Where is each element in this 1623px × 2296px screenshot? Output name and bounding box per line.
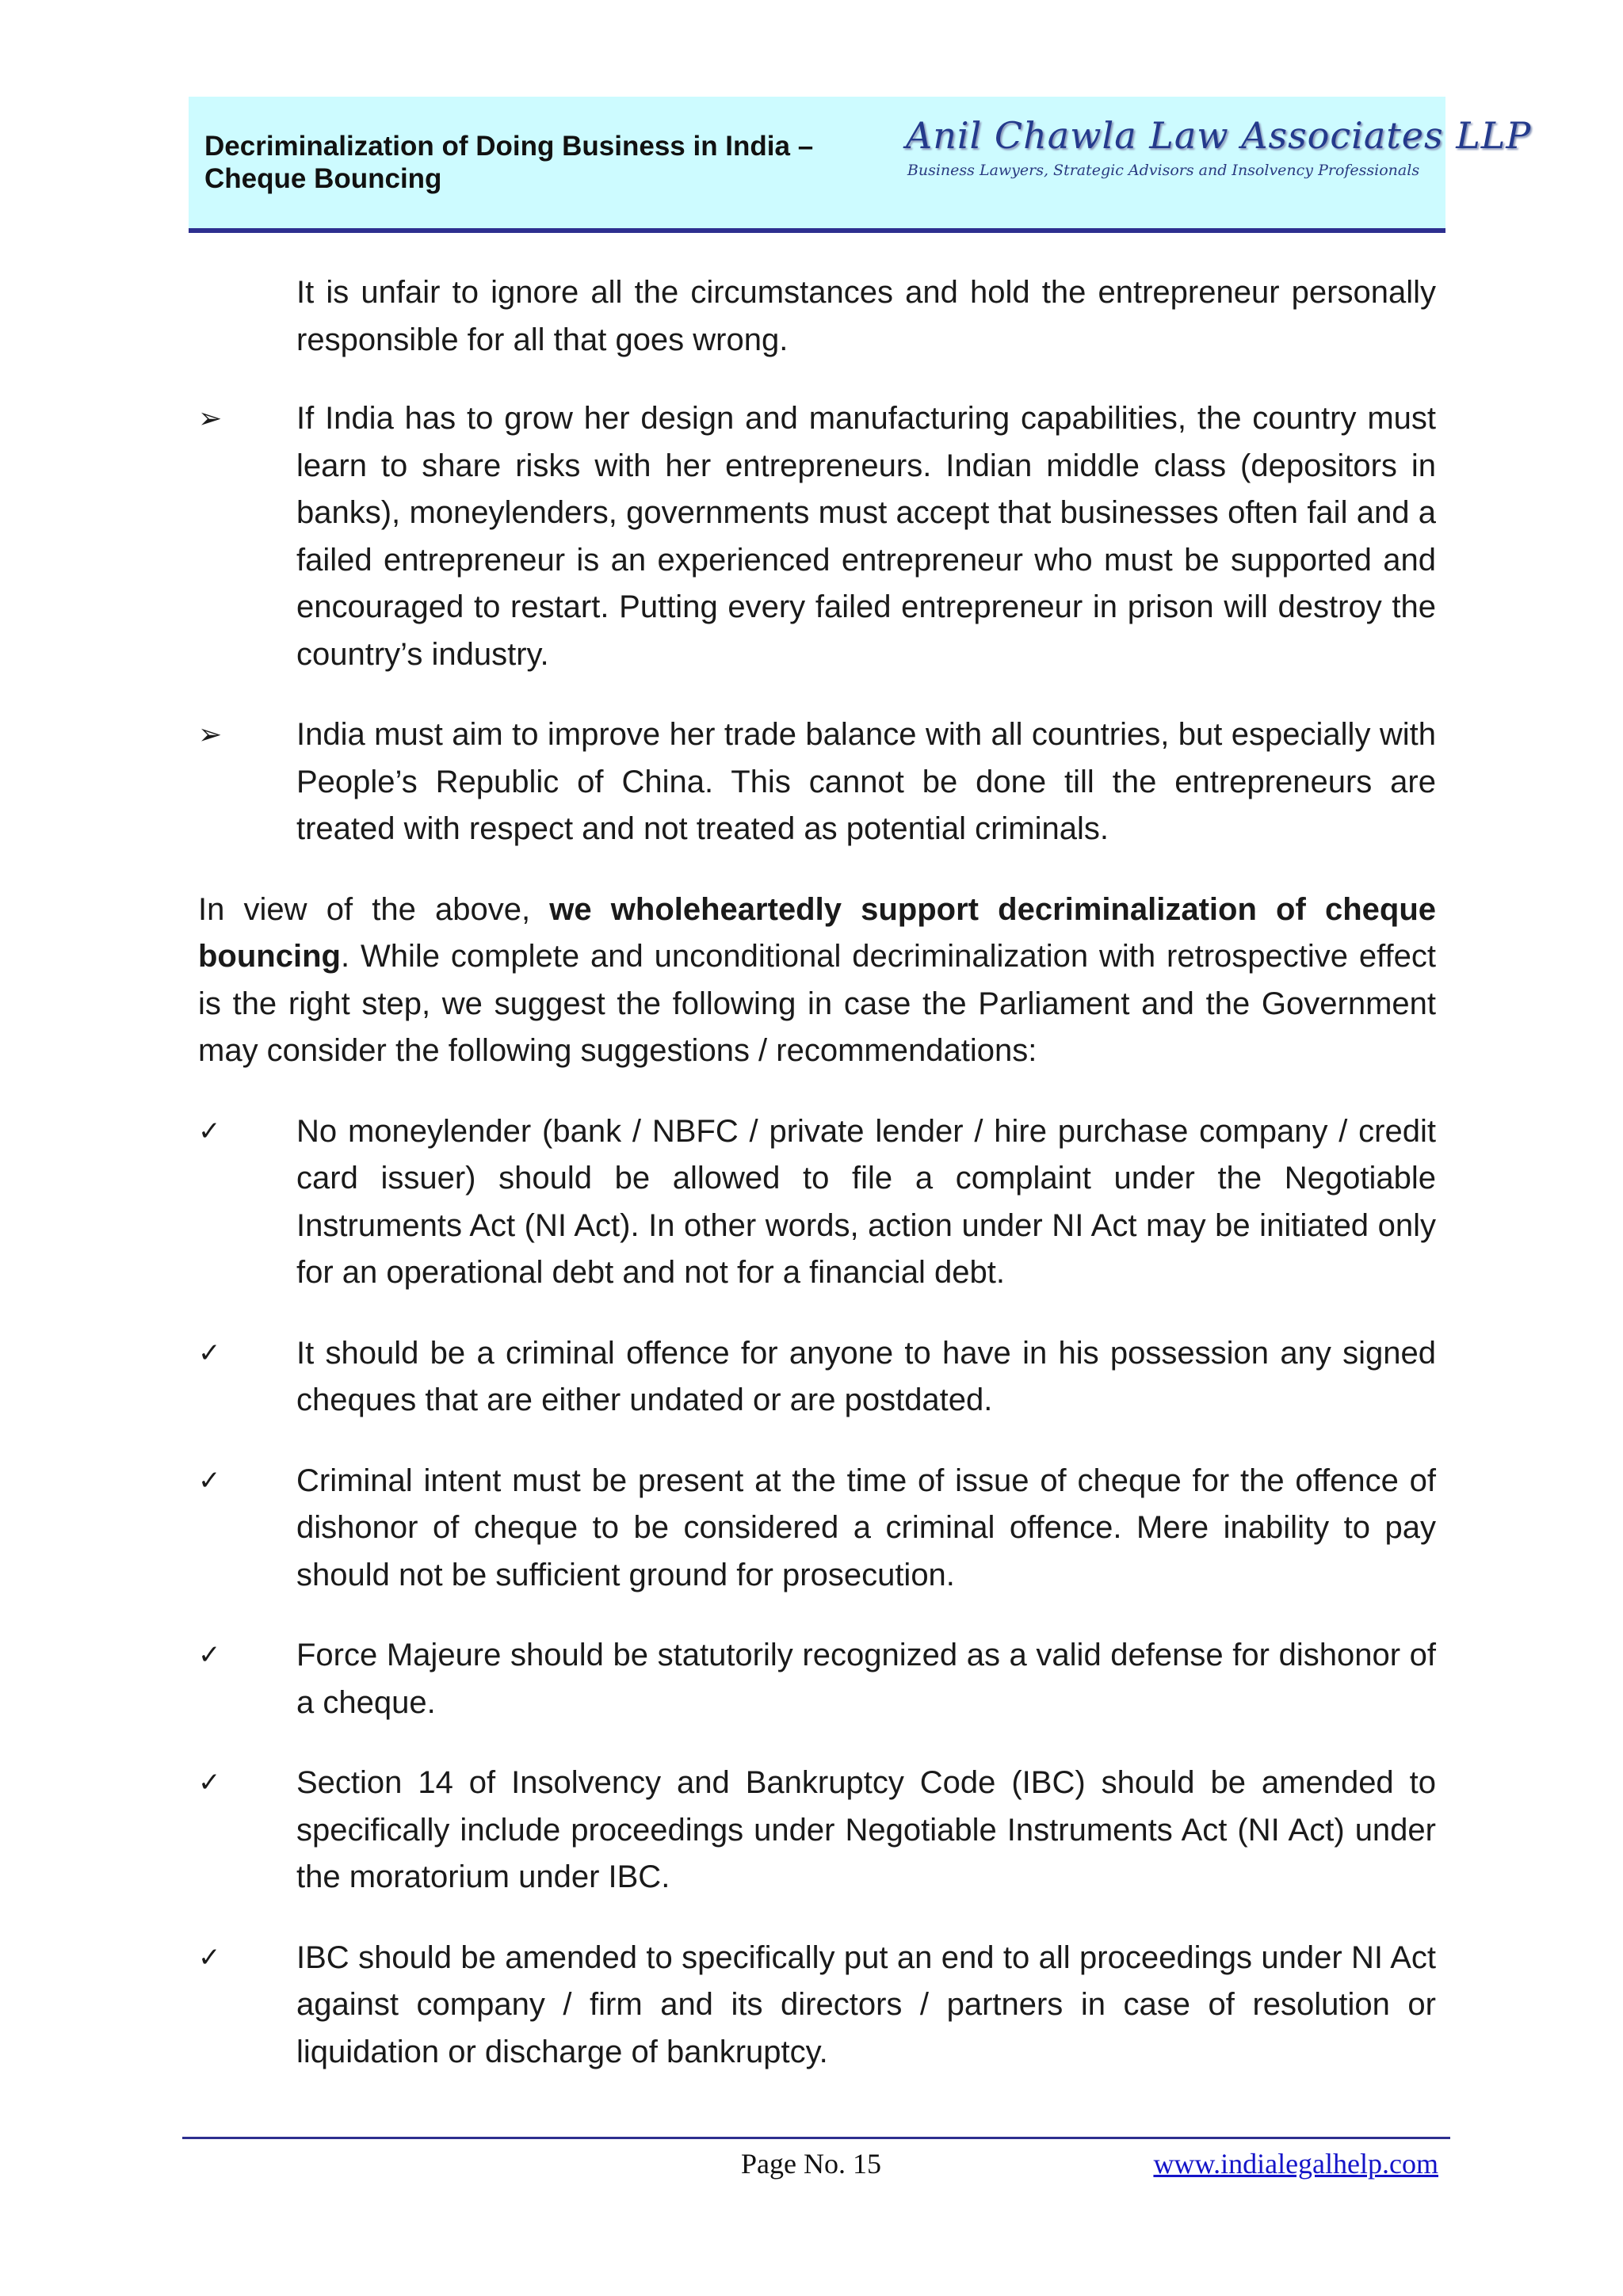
checklist-item (198, 1760, 1436, 1901)
page-number: Page No. 15 (741, 2148, 881, 2180)
checklist-item (198, 1458, 1436, 1600)
checklist-item-text: Section 14 of Insolvency and Bankruptcy Code (IBC) should be amended to specifically include proceedings under Negotiable Instruments Act (NI Act) under the moratorium under IBC. (296, 1765, 1436, 1894)
checklist-item-text: It should be a criminal offence for anyone to have in his possession any signed cheques that are either undated or are postdated. (296, 1335, 1436, 1417)
document-title (204, 130, 813, 195)
page-content (198, 269, 1436, 2109)
firm-tagline: Business Lawyers, Strategic Advisors and Insolvency Professionals (907, 162, 1420, 179)
summary-emphasis-text: we wholeheartedly support decriminalization of cheque bouncing (198, 891, 1436, 974)
checklist-item (198, 1935, 1436, 2077)
summary-lead-text: In view of the above, (198, 891, 550, 927)
checkmark-icon: ✓ (198, 1464, 221, 1497)
page-header (189, 97, 1532, 233)
summary-paragraph (198, 887, 1436, 1075)
checkmark-icon: ✓ (198, 1767, 221, 1798)
arrow-list-item (198, 711, 1436, 853)
continued-paragraph (198, 269, 1436, 364)
document-title-line-1: Decriminalization of Doing Business in India – (204, 131, 814, 162)
arrow-bullet-icon: ➢ (198, 719, 223, 751)
firm-logo (906, 114, 1532, 179)
footer-divider (182, 2137, 1450, 2139)
website-link[interactable]: www.indialegalhelp.com (1153, 2148, 1438, 2180)
checklist-item-text: No moneylender (bank / NBFC / private lender / hire purchase company / credit card issuer) should be allowed to file a complaint under the Negotiable Instruments Act (NI Act). In other words, action under NI Act may be initiated only for an operational debt and not for a financial debt. (296, 1113, 1436, 1290)
checkmark-icon: ✓ (198, 1639, 221, 1671)
checklist-item (198, 1108, 1436, 1297)
arrow-list-item-text: India must aim to improve her trade balance with all countries, but especially with People’s Republic of China. This cannot be done till the entrepreneurs are treated with respect and not treated as potential criminals. (296, 717, 1436, 846)
document-title-line-2: Cheque Bouncing (204, 163, 442, 194)
continued-paragraph-text: It is unfair to ignore all the circumstances and hold the entrepreneur personally responsible for all that goes wrong. (296, 275, 1436, 357)
checklist-item-text: Criminal intent must be present at the time of issue of cheque for the offence of dishonor of cheque to be considered a criminal offence. Mere inability to pay should not be sufficient ground for prosecution. (296, 1463, 1436, 1592)
checklist-item (198, 1632, 1436, 1726)
checkmark-icon: ✓ (198, 1941, 221, 1974)
checklist-item-text: Force Majeure should be statutorily recognized as a valid defense for dishonor of a cheque. (296, 1638, 1436, 1720)
checklist-item (198, 1330, 1436, 1425)
checklist-item-text: IBC should be amended to specifically put an end to all proceedings under NI Act against company / firm and its directors / partners in case of resolution or liquidation or discharge of bankruptcy. (296, 1939, 1436, 2069)
arrow-bullet-icon: ➢ (198, 402, 223, 435)
summary-rest-text: . While complete and unconditional decriminalization with retrospective effect is the right step, we suggest the following in case the Parliament and the Government may consider the following suggestions / recommendations: (198, 939, 1436, 1068)
checkmark-icon: ✓ (198, 1337, 221, 1369)
checkmark-icon: ✓ (198, 1115, 221, 1147)
arrow-list-item (198, 395, 1436, 678)
firm-name: Anil Chawla Law Associates LLP (906, 114, 1532, 157)
arrow-list-item-text: If India has to grow her design and manufacturing capabilities, the country must learn to share risks with her entrepreneurs. Indian middle class (depositors in banks), moneylenders, governments must accept that businesses often fail and a failed entrepreneur is an experienced entrepreneur who must be supported and encouraged to restart. Putting every failed entrepreneur in prison will destroy the country’s industry. (296, 401, 1436, 672)
